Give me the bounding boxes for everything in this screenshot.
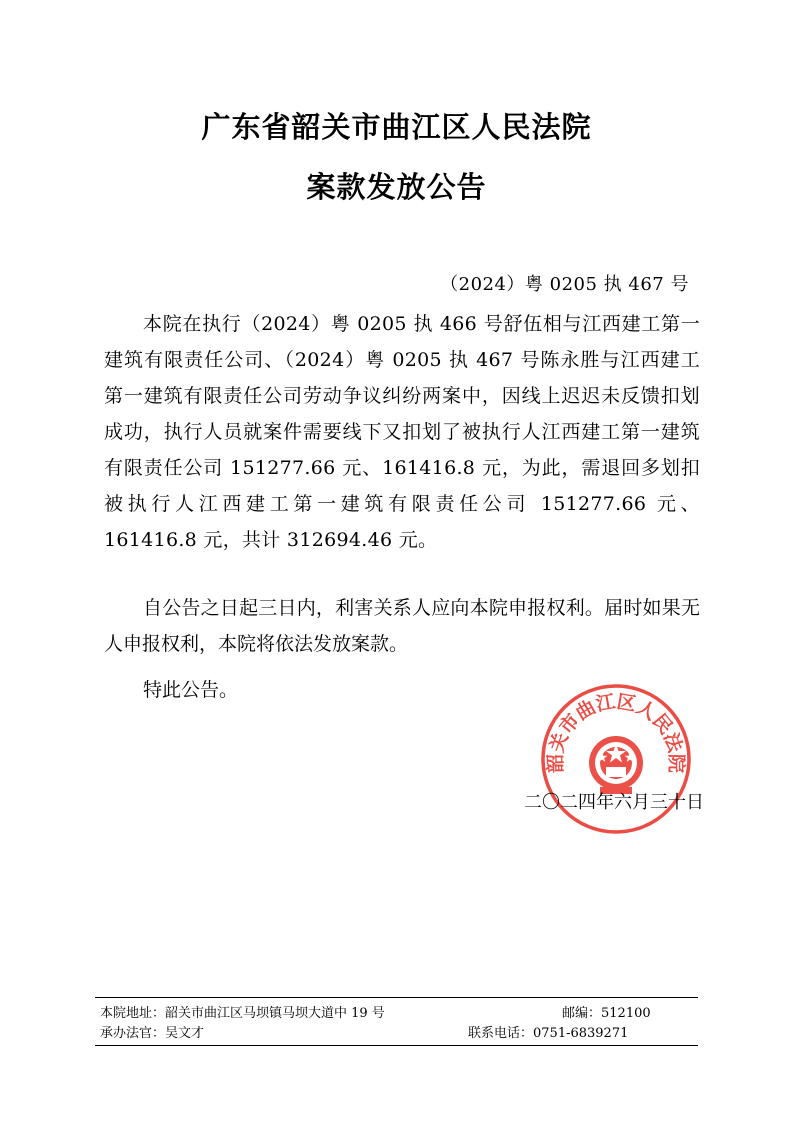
court-name: 广东省韶关市曲江区人民法院 [201,110,592,144]
footer-divider-top [95,997,698,998]
closing-statement: 特此公告。 [143,679,239,701]
contact-phone: 联系电话：0751-6839271 [468,1026,629,1041]
case-number: （2024）粤 0205 执 467 号 [440,274,689,295]
presiding-judge: 承办法官：吴文才 [100,1026,205,1041]
notice-paragraph: 本院在执行（2024）粤 0205 执 466 号舒伍相与江西建工第一建筑有限责任公司、（2024）粤 0205 执 467 号陈永胜与江西建工第一建筑有限责任公司劳动争议纠纷两案中，因线上迟迟未反馈扣划成功，执行人员就案件需要线下又扣划了被执行人江西建工第一建筑有限责任公司 151277.66 元、161416.8 元，为此，需退回多划扣被执行人江西建工第一建筑有限责任公司 151277.66 元、161416.8 元，共计 312694.46 元。 [104,313,700,551]
signing-date: 二〇二四年六月三十日 [524,792,704,813]
footer-divider-bottom [95,1045,698,1046]
postcode: 邮编：512100 [562,1006,651,1021]
notice-paragraph: 自公告之日起三日内，利害关系人应向本院申报权利。届时如果无人申报权利，本院将依法发放案款。 [104,597,700,655]
court-address: 本院地址：韶关市曲江区马坝镇马坝大道中 19 号 [100,1006,385,1021]
svg-text:韶关市曲江区人民法院: 韶关市曲江区人民法院 [544,690,688,774]
notice-title: 案款发放公告 [306,170,487,204]
